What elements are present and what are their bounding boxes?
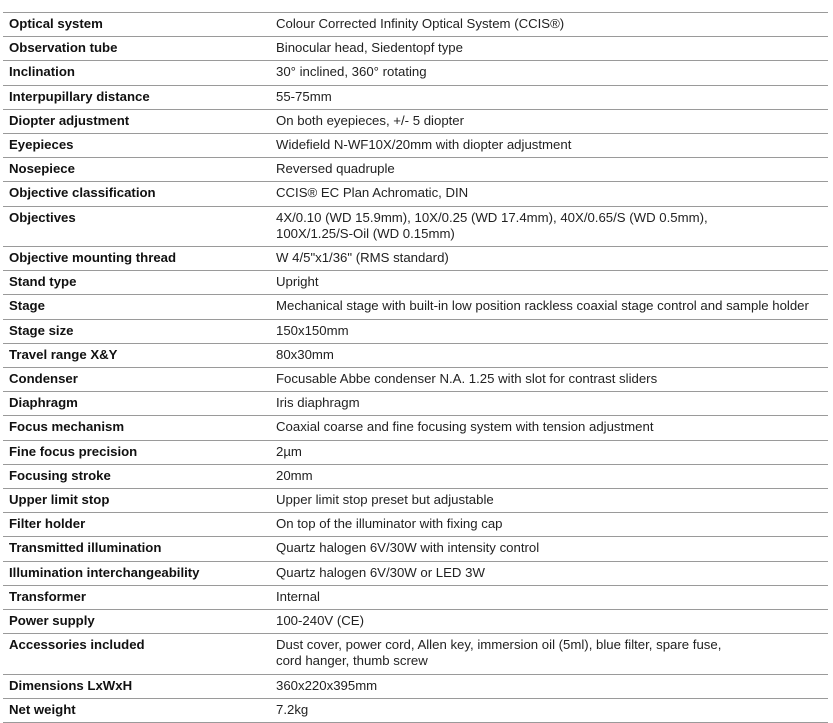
- spec-row-stage: [3, 295, 828, 319]
- spec-row-dimensions-lxwxh: [3, 674, 828, 698]
- spec-value: On top of the illuminator with fixing cap: [276, 516, 503, 532]
- spec-row-focus-mechanism: [3, 416, 828, 440]
- spec-value-cell: [270, 416, 828, 440]
- spec-value-cell: [270, 585, 828, 609]
- spec-value-cell: [270, 134, 828, 158]
- spec-row-nosepiece: [3, 158, 828, 182]
- spec-value-cell: [270, 537, 828, 561]
- spec-row-transformer: [3, 585, 828, 609]
- spec-row-stage-size: [3, 319, 828, 343]
- spec-value-cell: [270, 247, 828, 271]
- spec-label: Illumination interchangeability: [9, 564, 200, 580]
- spec-value-cell: [270, 698, 828, 722]
- spec-value: Dust cover, power cord, Allen key, immersion oil (5ml), blue filter, spare fuse, cord hanger, thumb screw: [276, 637, 722, 669]
- spec-label: Stand type: [9, 274, 77, 290]
- spec-row-upper-limit-stop: [3, 489, 828, 513]
- spec-label: Fine focus precision: [9, 443, 138, 459]
- spec-value-cell: [270, 37, 828, 61]
- spec-value-cell: [270, 634, 828, 674]
- spec-value-cell: [270, 295, 828, 319]
- spec-value: Iris diaphragm: [276, 395, 360, 411]
- spec-label: Diopter adjustment: [9, 112, 130, 128]
- spec-label: Transmitted illumination: [9, 540, 162, 556]
- spec-label: Focus mechanism: [9, 419, 125, 435]
- spec-row-net-weight: [3, 698, 828, 722]
- spec-value: CCIS® EC Plan Achromatic, DIN: [276, 185, 469, 201]
- spec-value: 30° inclined, 360° rotating: [276, 64, 427, 80]
- specification-table: [3, 12, 828, 723]
- spec-label: Stage size: [9, 322, 74, 338]
- spec-row-travel-range-x-y: [3, 343, 828, 367]
- spec-value: Internal: [276, 588, 320, 604]
- spec-value: 360x220x395mm: [276, 677, 378, 693]
- spec-value-cell: [270, 674, 828, 698]
- spec-label: Net weight: [9, 701, 76, 717]
- spec-row-objective-mounting-thread: [3, 247, 828, 271]
- spec-value: Widefield N-WF10X/20mm with diopter adjustment: [276, 137, 572, 153]
- spec-value-cell: [270, 85, 828, 109]
- spec-label: Travel range X&Y: [9, 346, 118, 362]
- spec-label: Nosepiece: [9, 161, 75, 177]
- spec-value-cell: [270, 319, 828, 343]
- spec-row-stand-type: [3, 271, 828, 295]
- spec-value-cell: [270, 513, 828, 537]
- spec-label: Upper limit stop: [9, 492, 110, 508]
- spec-row-transmitted-illumination: [3, 537, 828, 561]
- spec-label: Diaphragm: [9, 395, 78, 411]
- spec-value: Quartz halogen 6V/30W with intensity control: [276, 540, 540, 556]
- spec-value: 20mm: [276, 467, 313, 483]
- spec-row-inclination: [3, 61, 828, 85]
- spec-label: Stage: [9, 298, 45, 314]
- spec-value: 55-75mm: [276, 88, 332, 104]
- spec-label: Transformer: [9, 588, 86, 604]
- specification-table-body: [3, 13, 828, 723]
- spec-value: Upright: [276, 274, 319, 290]
- spec-value: Coaxial coarse and fine focusing system with tension adjustment: [276, 419, 654, 435]
- spec-label: Power supply: [9, 613, 95, 629]
- spec-value: Focusable Abbe condenser N.A. 1.25 with slot for contrast sliders: [276, 371, 658, 387]
- spec-label: Filter holder: [9, 516, 86, 532]
- spec-value-cell: [270, 440, 828, 464]
- spec-row-condenser: [3, 368, 828, 392]
- spec-value: Colour Corrected Infinity Optical System (CCIS®): [276, 16, 565, 31]
- spec-value-cell: [270, 206, 828, 246]
- spec-row-fine-focus-precision: [3, 440, 828, 464]
- spec-value-cell: [270, 271, 828, 295]
- spec-row-interpupillary-distance: [3, 85, 828, 109]
- spec-label: Objective classification: [9, 185, 156, 201]
- spec-label: Inclination: [9, 64, 75, 80]
- spec-label: Focusing stroke: [9, 467, 111, 483]
- spec-value: W 4/5"x1/36" (RMS standard): [276, 250, 449, 266]
- spec-value: 2µm: [276, 443, 302, 459]
- spec-value: Quartz halogen 6V/30W or LED 3W: [276, 564, 485, 580]
- spec-value-cell: [270, 561, 828, 585]
- spec-value-cell: [270, 489, 828, 513]
- spec-value-cell: [270, 343, 828, 367]
- spec-value-cell: [270, 182, 828, 206]
- spec-label: Accessories included: [9, 637, 145, 653]
- spec-label: Dimensions LxWxH: [9, 677, 133, 693]
- spec-value-cell: [270, 610, 828, 634]
- spec-label: Objectives: [9, 209, 76, 225]
- spec-value-cell: [270, 464, 828, 488]
- spec-value-cell: [270, 61, 828, 85]
- spec-value: 7.2kg: [276, 701, 309, 717]
- spec-value-cell: [270, 109, 828, 133]
- spec-label: Condenser: [9, 371, 78, 387]
- spec-value-cell: [270, 392, 828, 416]
- spec-label: Observation tube: [9, 40, 118, 56]
- spec-row-objective-classification: [3, 182, 828, 206]
- spec-row-filter-holder: [3, 513, 828, 537]
- spec-value: 4X/0.10 (WD 15.9mm), 10X/0.25 (WD 17.4mm), 40X/0.65/S (WD 0.5mm), 100X/1.25/S-Oil (WD 0.15mm): [276, 209, 708, 241]
- spec-row-eyepieces: [3, 134, 828, 158]
- spec-value: On both eyepieces, +/- 5 diopter: [276, 112, 465, 128]
- spec-row-illumination-interchangeability: [3, 561, 828, 585]
- spec-label: Objective mounting thread: [9, 250, 177, 266]
- spec-row-objectives: [3, 206, 828, 246]
- spec-value: Mechanical stage with built-in low position rackless coaxial stage control and sample holder: [276, 298, 809, 314]
- spec-label: Interpupillary distance: [9, 88, 150, 104]
- spec-value: Upper limit stop preset but adjustable: [276, 492, 494, 508]
- spec-row-accessories-included: [3, 634, 828, 674]
- spec-value: 80x30mm: [276, 346, 334, 362]
- spec-row-observation-tube: [3, 37, 828, 61]
- spec-value-cell: [270, 368, 828, 392]
- spec-value: 150x150mm: [276, 322, 349, 338]
- spec-value-cell: [270, 158, 828, 182]
- spec-value: Reversed quadruple: [276, 161, 395, 177]
- spec-label: Eyepieces: [9, 137, 74, 153]
- spec-value-cell: [270, 13, 828, 37]
- spec-row-diopter-adjustment: [3, 109, 828, 133]
- spec-label: Optical system: [9, 16, 103, 31]
- spec-row-power-supply: [3, 610, 828, 634]
- spec-value: 100-240V (CE): [276, 613, 364, 629]
- spec-value: Binocular head, Siedentopf type: [276, 40, 463, 56]
- spec-row-diaphragm: [3, 392, 828, 416]
- spec-row-focusing-stroke: [3, 464, 828, 488]
- spec-row-optical-system: [3, 13, 828, 37]
